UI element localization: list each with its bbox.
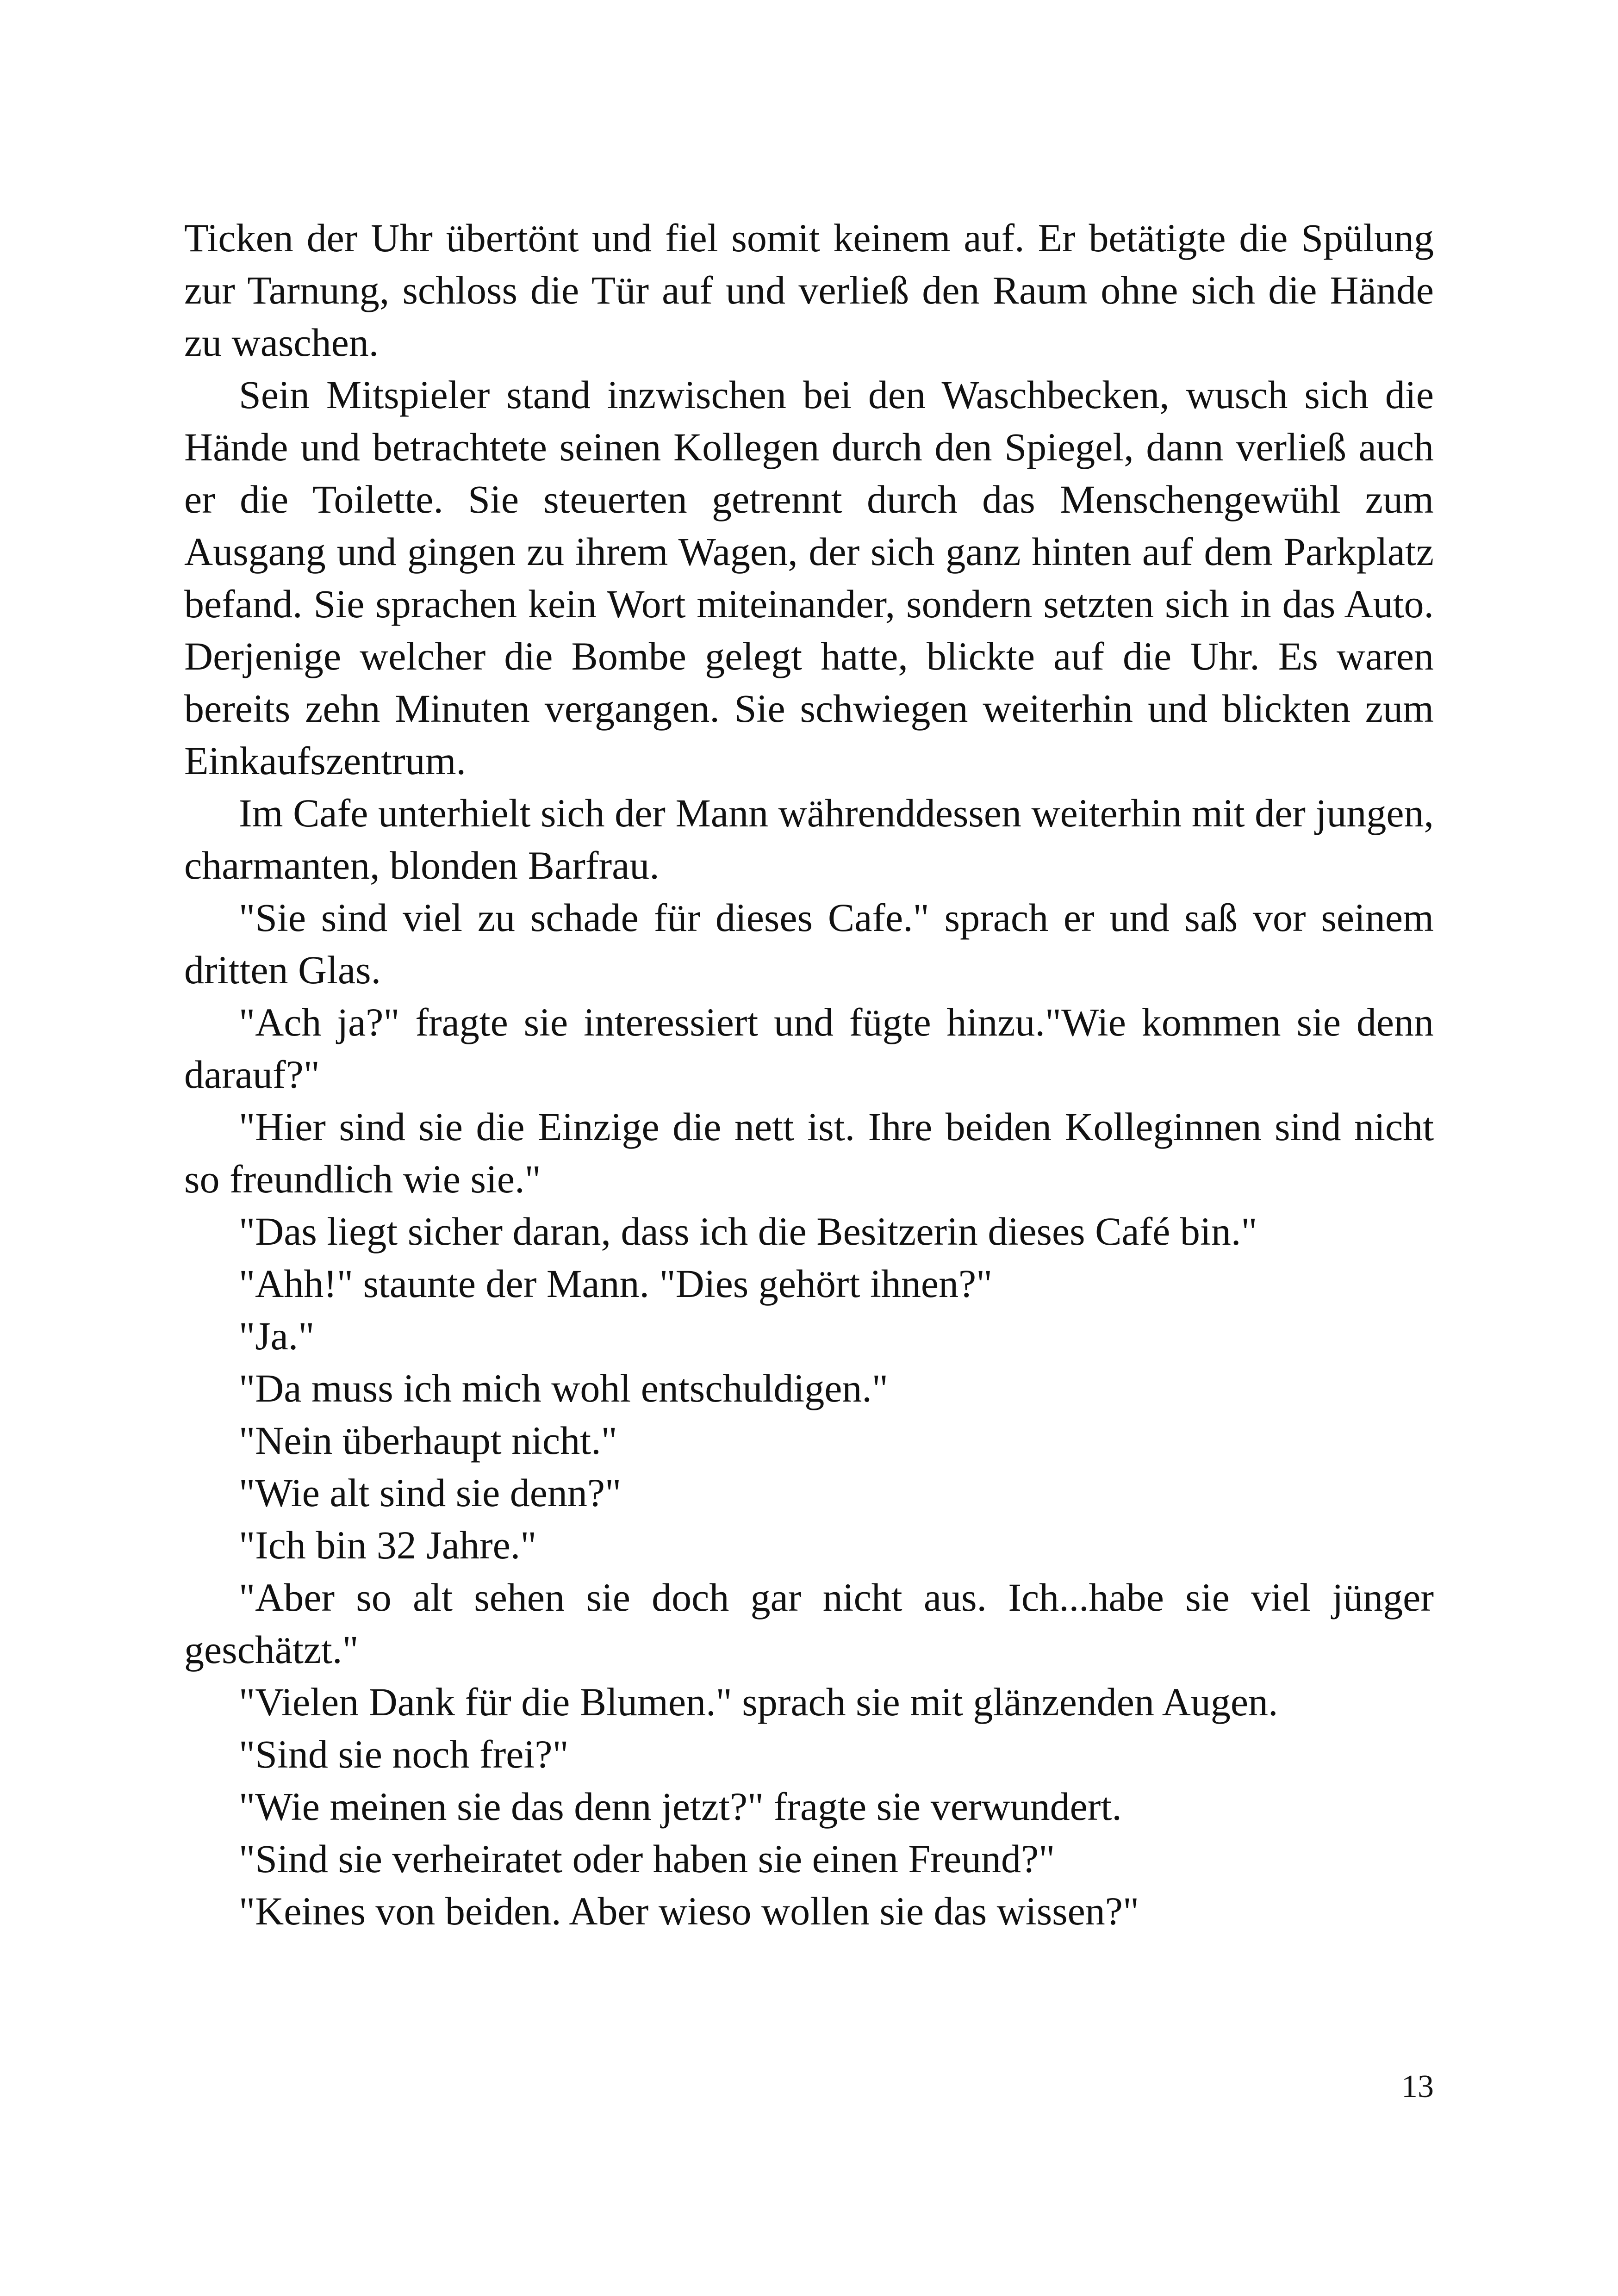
paragraph: "Da muss ich mich wohl entschuldigen." (239, 1366, 889, 1410)
paragraph: "Ja." (239, 1314, 315, 1358)
paragraph: Ticken der Uhr übertönt und fiel somit keinem auf. Er betätigte die Spülung zur Tarnung, schloss die Tür auf und verließ den Raum ohne sich die Hände zu waschen. (184, 216, 1434, 365)
paragraph: "Ahh!" staunte der Mann. "Dies gehört ihnen?" (239, 1261, 993, 1306)
paragraph: "Wie alt sind sie denn?" (239, 1471, 622, 1515)
page-number: 13 (1401, 2069, 1434, 2104)
paragraph: "Sind sie noch frei?" (239, 1732, 569, 1776)
paragraph: Im Cafe unterhielt sich der Mann währenddessen weiterhin mit der jungen, charmanten, blonden Barfrau. (184, 791, 1434, 887)
paragraph: "Keines von beiden. Aber wieso wollen sie das wissen?" (239, 1889, 1139, 1933)
paragraph: "Nein überhaupt nicht." (239, 1418, 617, 1463)
paragraph: "Hier sind sie die Einzige die nett ist. Ihre beiden Kolleginnen sind nicht so freundlich wie sie." (184, 1105, 1434, 1201)
paragraph: "Ach ja?" fragte sie interessiert und fügte hinzu."Wie kommen sie denn darauf?" (184, 1000, 1434, 1097)
paragraph: "Wie meinen sie das denn jetzt?" fragte sie verwundert. (239, 1784, 1122, 1829)
paragraph: Sein Mitspieler stand inzwischen bei den Waschbecken, wusch sich die Hände und betrachtete seinen Kollegen durch den Spiegel, dann verließ auch er die Toilette. Sie steuerten getrennt durch das Menschengewühl zum Ausgang und gingen zu ihrem Wagen, der sich ganz hinten auf dem Parkplatz befand. Sie sprachen kein Wort miteinander, sondern setzten sich in das Auto. Derjenige welcher die Bombe gelegt hatte, blickte auf die Uhr. Es waren bereits zehn Minuten vergangen. Sie schwiegen weiterhin und blickten zum Einkaufszentrum. (184, 372, 1434, 783)
paragraph: "Aber so alt sehen sie doch gar nicht aus. Ich...habe sie viel jünger geschätzt." (184, 1575, 1434, 1672)
paragraph: "Sie sind viel zu schade für dieses Cafe." sprach er und saß vor seinem dritten Glas. (184, 895, 1434, 992)
paragraph: "Vielen Dank für die Blumen." sprach sie mit glänzenden Augen. (239, 1680, 1278, 1724)
body-text (184, 212, 1434, 1937)
paragraph: "Das liegt sicher daran, dass ich die Besitzerin dieses Café bin." (239, 1209, 1257, 1253)
paragraph: "Ich bin 32 Jahre." (239, 1523, 537, 1567)
paragraph: "Sind sie verheiratet oder haben sie einen Freund?" (239, 1837, 1055, 1881)
